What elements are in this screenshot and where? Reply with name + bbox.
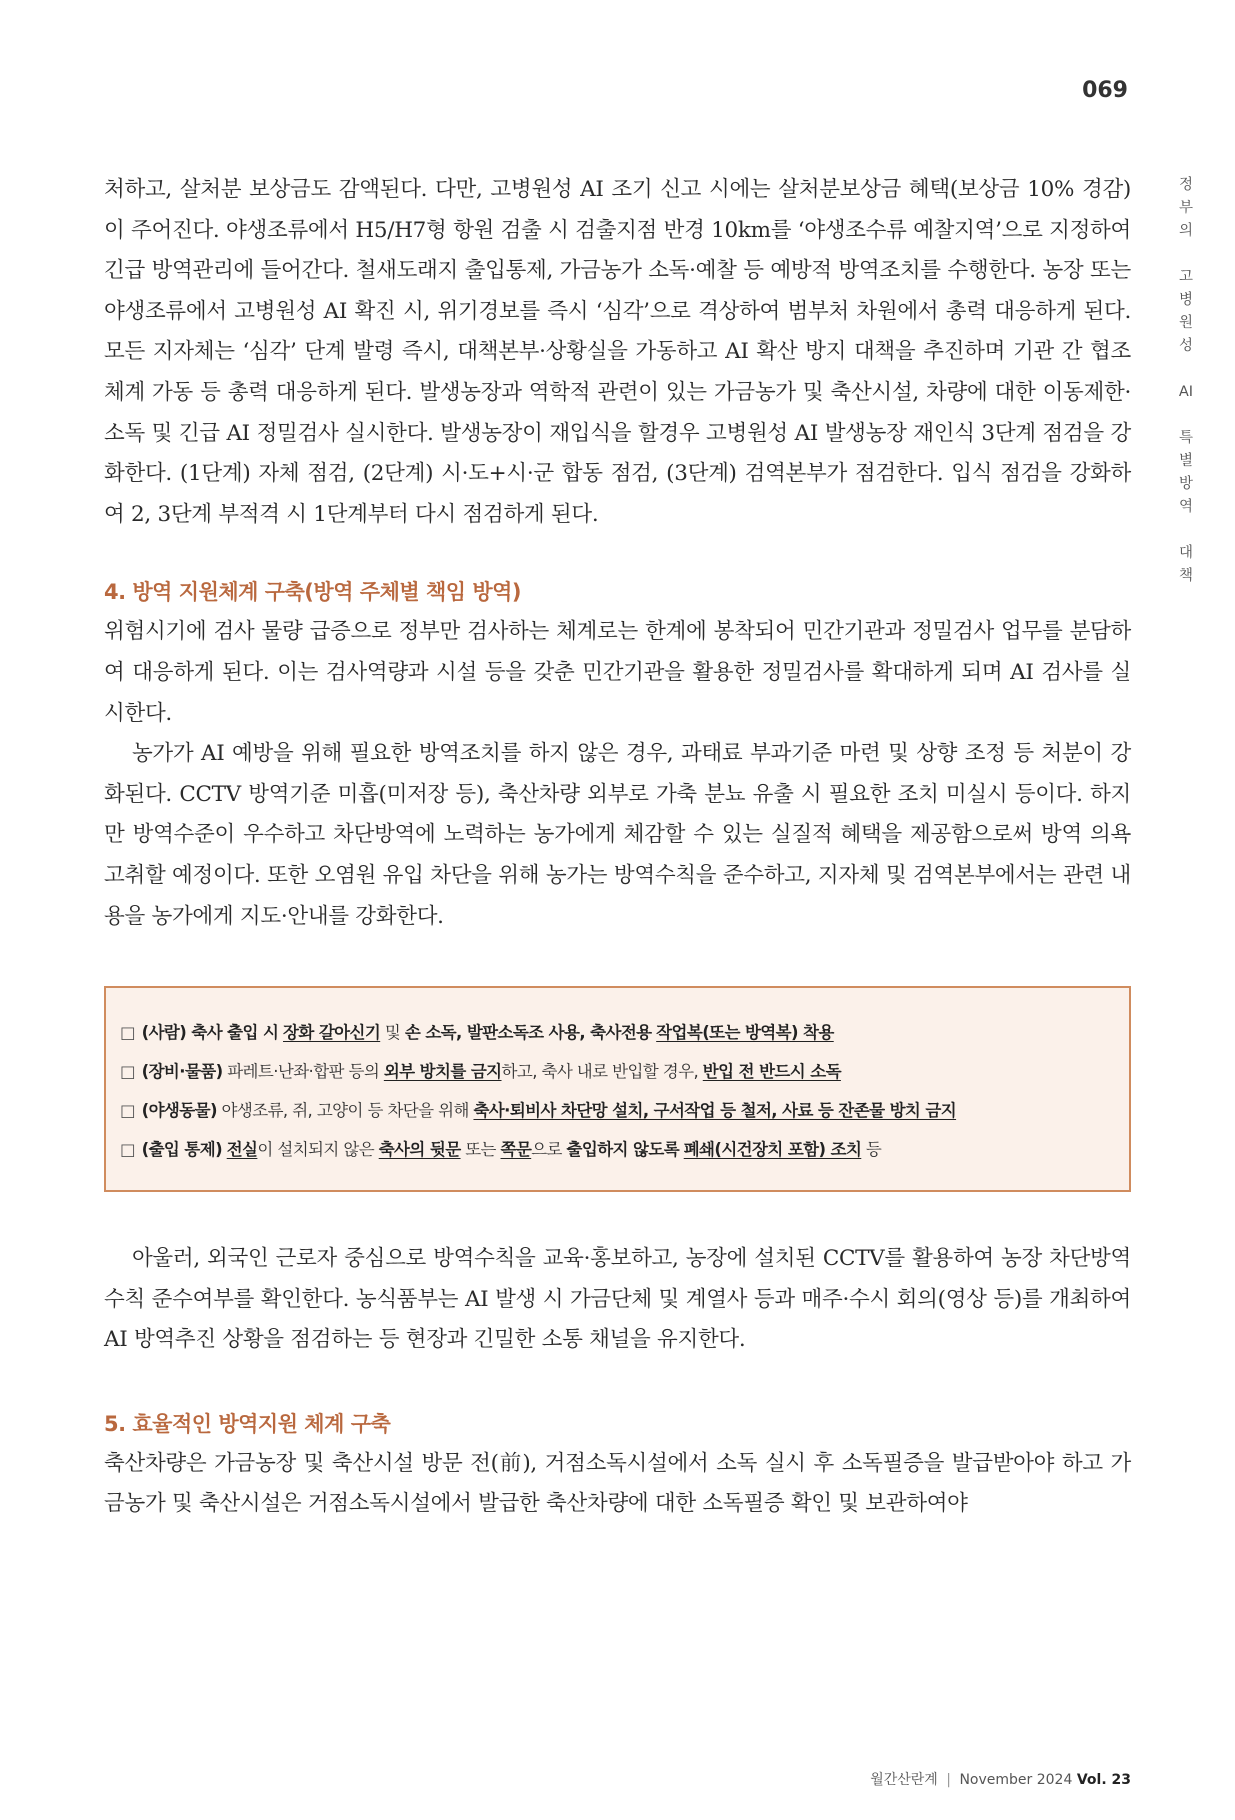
side-char: 특	[1178, 430, 1193, 446]
side-char: 원	[1178, 315, 1193, 331]
side-char: 방	[1178, 476, 1193, 492]
rule-emphasis: 작업복(또는 방역복) 착용	[656, 1023, 834, 1043]
issue-date: November 2024	[959, 1772, 1073, 1788]
section-4-paragraph-1: 위험시기에 검사 물량 급증으로 정부만 검사하는 체계로는 한계에 봉착되어 민간기관과 정밀검사 업무를 분담하여 대응하게 된다. 이는 검사역량과 시설 등을 갖춘 민간기관을 활용한 정밀검사를 확대하게 되며 AI 검사를 실시한다.	[104, 619, 1131, 726]
rule-item-access-control	[120, 1130, 1115, 1169]
rule-emphasis: 전실	[226, 1140, 258, 1160]
rule-text: 또는	[460, 1140, 501, 1160]
rule-label: (출입 통제)	[141, 1140, 223, 1160]
side-gap	[1174, 243, 1198, 266]
rule-emphasis: 외부 방치를 금지	[383, 1062, 502, 1082]
side-gap	[1174, 358, 1198, 381]
rule-emphasis: 반입 전 반드시 소독	[702, 1062, 841, 1082]
rule-label: (야생동물)	[141, 1101, 217, 1121]
side-char: 별	[1178, 453, 1193, 469]
checkbox-icon: □	[120, 1023, 135, 1043]
rule-text: 야생조류, 쥐, 고양이 등 차단을 위해	[216, 1101, 474, 1121]
side-char: 대	[1178, 545, 1193, 561]
rule-text: 이 설치되지 않은	[257, 1140, 379, 1160]
rule-item-people	[120, 1013, 1115, 1052]
rule-text: 파레트·난좌·합판 등의	[222, 1062, 384, 1082]
rule-item-wildlife	[120, 1091, 1115, 1130]
rule-text: 으로	[531, 1140, 567, 1160]
checkbox-icon: □	[120, 1140, 135, 1160]
side-char: 정	[1178, 177, 1193, 193]
rule-emphasis: 손 소독, 발판소독조 사용, 축사전용	[404, 1023, 652, 1043]
rule-emphasis: 출입하지 않도록	[566, 1140, 680, 1160]
section-4-heading: 4. 방역 지원체계 구축(방역 주체별 책임 방역)	[104, 580, 522, 605]
page-number: 069	[1082, 78, 1128, 103]
side-char: 고	[1178, 269, 1193, 285]
side-char: 의	[1178, 223, 1193, 239]
section-5-paragraph: 축산차량은 가금농장 및 축산시설 방문 전(前), 거점소독시설에서 소독 실시 후 소독필증을 발급받아야 하고 가금농가 및 축산시설은 거점소독시설에서 발급한 축산차량에 대한 소독필증 확인 및 보관하여야	[104, 1450, 1131, 1517]
rule-emphasis: 장화 갈아신기	[283, 1023, 381, 1043]
magazine-name: 월간산란계	[870, 1772, 938, 1788]
rule-label: (사람) 축사 출입 시	[141, 1023, 279, 1043]
rule-emphasis: 축사·퇴비사 차단망 설치, 구서작업 등 철저, 사료 등 잔존물 방치 금지	[473, 1101, 957, 1121]
section-4-paragraph-2: 농가가 AI 예방을 위해 필요한 방역조치를 하지 않은 경우, 과태료 부과기준 마련 및 상향 조정 등 처분이 강화된다. CCTV 방역기준 미흡(미저장 등), 축산차량 외부로 가축 분뇨 유출 시 필요한 조치 미실시 등이다. 하지만 방역수준이 우수하고 차단방역에 노력하는 농가에게 체감할 수 있는 실질적 혜택을 제공함으로써 방역 의욕 고취할 예정이다. 또한 오염원 유입 차단을 위해 농가는 방역수칙을 준수하고, 지자체 및 검역본부에서는 관련 내용을 농가에게 지도·안내를 강화한다.	[104, 741, 1131, 929]
section-4-paragraph-3: 아울러, 외국인 근로자 중심으로 방역수칙을 교육·홍보하고, 농장에 설치된 CCTV를 활용하여 농장 차단방역 수칙 준수여부를 확인한다. 농식품부는 AI 발생 시 가금단체 및 계열사 등과 매주·수시 회의(영상 등)를 개최하여 AI 방역추진 상황을 점검하는 등 현장과 긴밀한 소통 채널을 유지한다.	[104, 1246, 1131, 1353]
biosecurity-rules-box	[104, 986, 1131, 1192]
side-char: 책	[1178, 568, 1193, 584]
rule-emphasis: 축사의 뒷문	[378, 1140, 461, 1160]
side-running-title	[1174, 174, 1198, 588]
article-body	[104, 170, 1131, 1525]
footer-separator: |	[946, 1772, 951, 1788]
rule-emphasis: 쪽문	[500, 1140, 532, 1160]
rule-text: 하고, 축사 내로 반입할 경우,	[501, 1062, 703, 1082]
side-char: AI	[1178, 384, 1194, 400]
side-char: 성	[1178, 338, 1193, 354]
rule-text: 및	[380, 1023, 405, 1043]
volume-number: Vol. 23	[1076, 1772, 1131, 1788]
checkbox-icon: □	[120, 1062, 135, 1082]
side-gap	[1174, 404, 1198, 427]
side-char: 병	[1178, 292, 1193, 308]
page-footer	[870, 1769, 1131, 1789]
rule-label: (장비·물품)	[141, 1062, 223, 1082]
rule-item-equipment	[120, 1052, 1115, 1091]
checkbox-icon: □	[120, 1101, 135, 1121]
side-gap	[1174, 519, 1198, 542]
rule-text: 등	[861, 1140, 882, 1160]
section-5-heading: 5. 효율적인 방역지원 체계 구축	[104, 1411, 391, 1436]
side-char: 부	[1178, 200, 1193, 216]
side-char: 역	[1178, 499, 1193, 515]
rule-emphasis: 폐쇄(시건장치 포함) 조치	[683, 1140, 862, 1160]
intro-paragraph: 처하고, 살처분 보상금도 감액된다. 다만, 고병원성 AI 조기 신고 시에는 살처분보상금 혜택(보상금 10% 경감)이 주어진다. 야생조류에서 H5/H7형 항원 검출 시 검출지점 반경 10km를 ‘야생조수류 예찰지역’으로 지정하여 긴급 방역관리에 들어간다. 철새도래지 출입통제, 가금농가 소독·예찰 등 예방적 방역조치를 수행한다. 농장 또는 야생조류에서 고병원성 AI 확진 시, 위기경보를 즉시 ‘심각’으로 격상하여 범부처 차원에서 총력 대응하게 된다. 모든 지자체는 ‘심각’ 단계 발령 즉시, 대책본부·상황실을 가동하고 AI 확산 방지 대책을 추진하며 기관 간 협조체계 가동 등 총력 대응하게 된다. 발생농장과 역학적 관련이 있는 가금농가 및 축산시설, 차량에 대한 이동제한·소독 및 긴급 AI 정밀검사 실시한다. 발생농장이 재입식을 할경우 고병원성 AI 발생농장 재인식 3단계 점검을 강화한다. (1단계) 자체 점검, (2단계) 시·도+시·군 합동 점검, (3단계) 검역본부가 점검한다. 입식 점검을 강화하여 2, 3단계 부적격 시 1단계부터 다시 점검하게 된다.	[104, 177, 1132, 527]
